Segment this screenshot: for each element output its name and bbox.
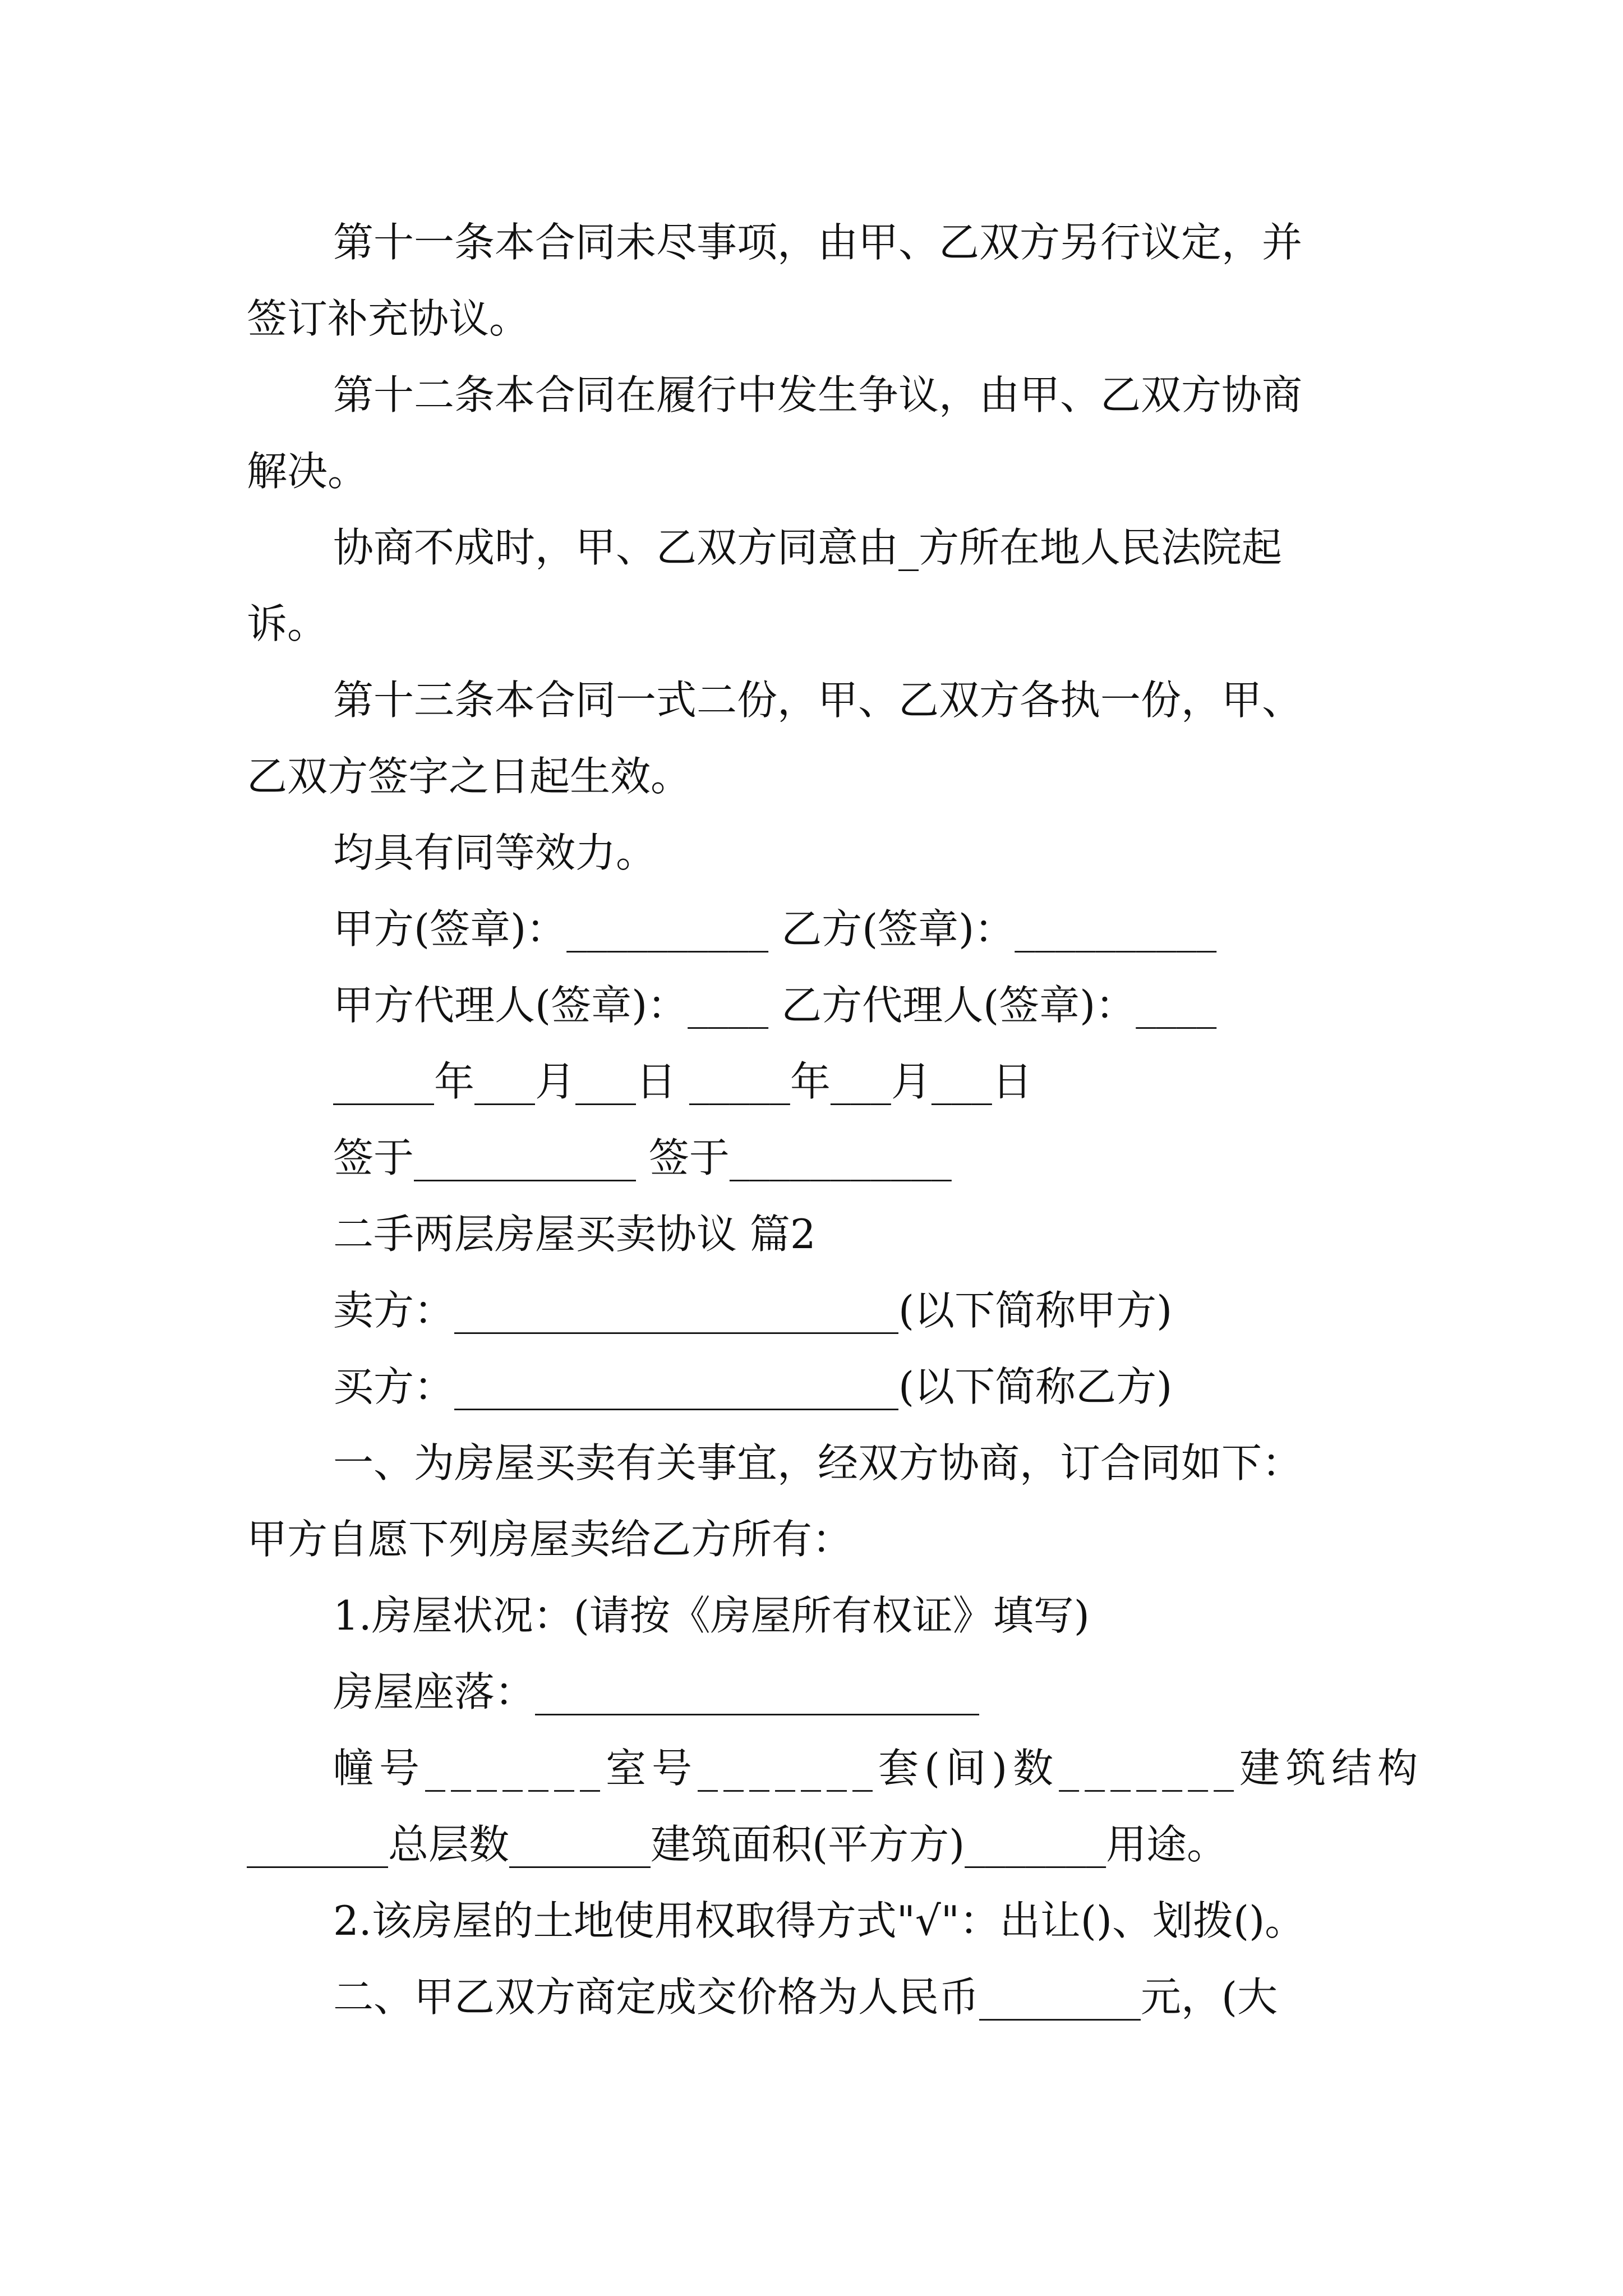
court-line-1: 协商不成时，甲、乙双方同意由_方所在地人民法院起 bbox=[333, 524, 1283, 571]
seller-line: 卖方：______________________(以下简称甲方) bbox=[333, 1287, 1173, 1334]
clause-13-line-1: 第十三条本合同一式二份，甲、乙双方各执一份，甲、 bbox=[333, 677, 1303, 724]
clause-12-line-2: 解决。 bbox=[247, 448, 368, 495]
buyer-line: 买方：______________________(以下简称乙方) bbox=[333, 1363, 1173, 1410]
house-details-line-2: _______总层数_______建筑面积(平方方)_______用途。 bbox=[247, 1821, 1228, 1868]
clause-13-line-2: 乙双方签字之日起生效。 bbox=[247, 753, 691, 800]
article-1-line: 一、为房屋买卖有关事宜，经双方协商，订合同如下： bbox=[333, 1439, 1303, 1487]
house-details-line-1: 幢号_______室号_______套(间)数_______建筑结构 bbox=[333, 1745, 1424, 1792]
signature-line: 甲方(签章)：__________ 乙方(签章)：__________ bbox=[333, 905, 1217, 953]
land-use-line: 2.该房屋的土地使用权取得方式"√"：出让()、划拨()。 bbox=[333, 1897, 1306, 1944]
agent-signature-line: 甲方代理人(签章)：____ 乙方代理人(签章)：____ bbox=[333, 982, 1217, 1029]
house-location-line: 房屋座落：______________________ bbox=[333, 1668, 980, 1715]
clause-11-line-2: 签订补充协议。 bbox=[247, 295, 530, 342]
court-line-2: 诉。 bbox=[247, 600, 328, 647]
seller-intent-line: 甲方自愿下列房屋卖给乙方所有： bbox=[247, 1516, 853, 1563]
section-title: 二手两层房屋买卖协议 篇2 bbox=[333, 1211, 816, 1258]
signed-at-line: 签于___________ 签于___________ bbox=[333, 1134, 952, 1181]
clause-11-line-1: 第十一条本合同未尽事项，由甲、乙双方另行议定，并 bbox=[333, 219, 1303, 266]
clause-12-line-1: 第十二条本合同在履行中发生争议，由甲、乙双方协商 bbox=[333, 371, 1303, 418]
article-2-line: 二、甲乙双方商定成交价格为人民币________元，(大 bbox=[333, 1973, 1278, 2021]
date-line: _____年___月___日 _____年___月___日 bbox=[333, 1058, 1032, 1105]
equal-effect-line: 均具有同等效力。 bbox=[333, 829, 657, 876]
house-status-line: 1.房屋状况：(请按《房屋所有权证》填写) bbox=[333, 1592, 1090, 1639]
